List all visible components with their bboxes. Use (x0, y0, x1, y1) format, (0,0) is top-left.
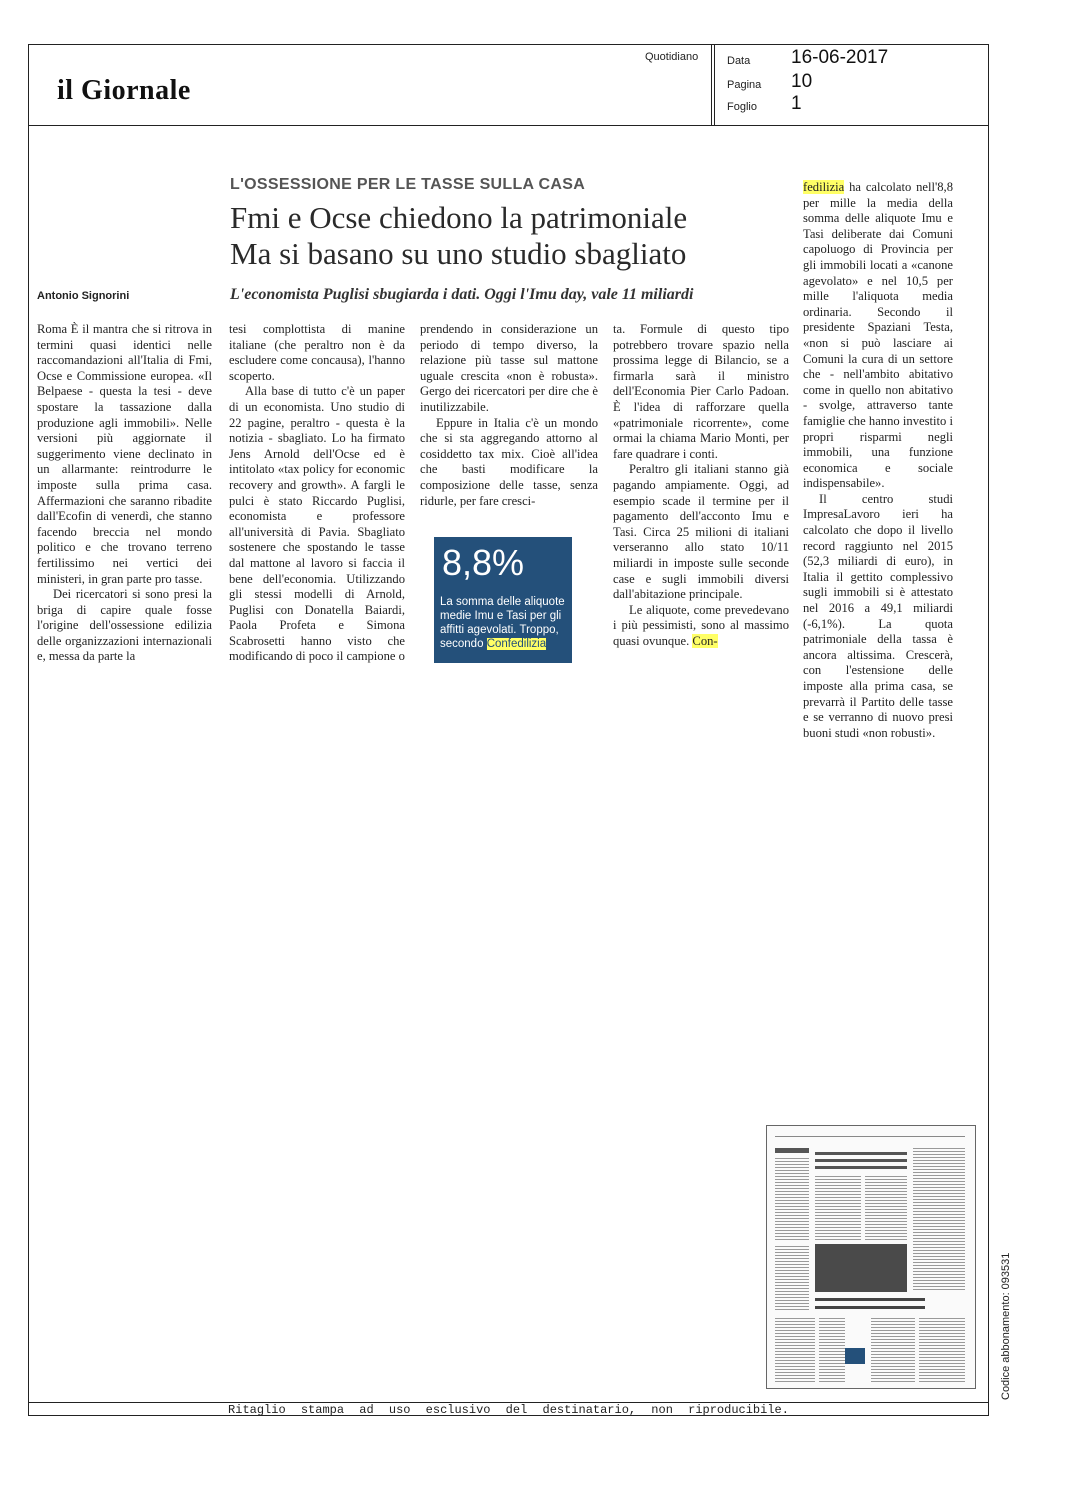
paragraph: prendendo in considerazione un periodo di tempo diverso, la relazione più tasse sul mattone uguale crescita «non è robusta». Gergo dei ricercatori per dire che è inutilizzabile. (420, 322, 598, 414)
footer-disclaimer: Ritaglio stampa ad uso esclusivo del destinatario, non riproducibile. (28, 1402, 989, 1417)
thumb-headline (815, 1159, 907, 1162)
article-column-2 (229, 322, 405, 665)
headline-line-2: Ma si basano su uno studio sbagliato (230, 236, 687, 271)
subscription-code: Codice abbonamento: 093531 (1000, 1252, 1012, 1400)
data-value: 16-06-2017 (791, 47, 889, 68)
thumb-text (865, 1176, 907, 1242)
thumb-text (815, 1176, 861, 1242)
thumb-photo (815, 1244, 907, 1292)
thumb-text (819, 1318, 845, 1382)
thumb-text (913, 1148, 965, 1242)
pagina-label: Pagina (727, 79, 762, 91)
paragraph: Alla base di tutto c'è un paper di un economista. Uno studio di 22 pagine, peraltro - questa è la notizia - sbagliato. Lo ha firmato Jens Arnold dell'Ocse ed è intitolato «tax policy for economic recovery and growth». A fargli le pulci è stato Riccardo Puglisi, economista e professore all'università di Pavia. Sbagliato sostenere che spostando le tasse dal mattone al lavoro si faccia il bene dell'economia. Utilizzando gli stessi modelli di Arnold, Puglisi con Donatella Baiardi, Paola Profeta e Simona Scabrosetti hanno visto che modificando di poco il campione o (229, 384, 405, 664)
publication-type: Quotidiano (645, 51, 699, 63)
paragraph: Eppure in Italia c'è un mondo che si sta aggregando attorno al cosiddetto tax mix. Cioè all'idea che basti modificare la composizione delle tasse, senza ridurle, per fare cresci- (420, 415, 598, 508)
data-label: Data (727, 55, 751, 67)
paragraph-text: ha calcolato nell'8,8 per mille la media della somma delle aliquote Imu e Tasi deliberate dai Comuni capoluogo di Provincia per gli immobili locati a «canone agevolato» e nel 10,5 per mille l'aliquota media ordinaria. Secondo il presidente Spaziani Testa, «non si può lasciare ai Comuni la cura di un settore che - nell'ambito abitativo come in quello non abitativo - svolge, attraverso tante famiglie che hanno investito i propri risparmi negli immobili, una funzione economica e sociale indispensabile». (803, 180, 953, 491)
thumb-text (913, 1244, 965, 1292)
thumb-headline (815, 1152, 907, 1155)
highlighted-word: Con- (692, 633, 718, 648)
stat-box (434, 537, 572, 663)
thumb-text (775, 1158, 809, 1242)
header-divider (711, 45, 712, 125)
header-divider (714, 45, 715, 125)
page-thumbnail (766, 1125, 976, 1389)
paragraph: tesi complottista di manine italiane (che peraltro non è da escludere come concausa), l'hanno scoperto. (229, 322, 405, 383)
paragraph: Il centro studi ImpresaLavoro ieri ha calcolato che dopo il livello record raggiunto nel 2015 (52,3 miliardi di euro), in Italia il gettito complessivo sugli immobili si è attestato nel 2016 a 49,1 miliardi (-6,1%). La quota patrimoniale della tassa è ancora altissima. Crescerà, con l'estensione delle imposte alla prima casa, se prevarrà il Partito delle tasse e se verranno di nuovo presi buoni studi «non robusti». (803, 491, 953, 740)
paragraph (613, 603, 789, 650)
thumb-text (871, 1318, 915, 1382)
paragraph: Peraltro gli italiani stanno già pagando ampiamente. Oggi, ad esempio scade il termine per il pagamento dell'acconto Imu e Tasi. Circa 25 milioni di italiani verseranno allo stato 10/11 miliardi in imposte sulle seconde case e sugli immobili diversi dall'abitazione principale. (613, 462, 789, 602)
article-column-1 (37, 322, 212, 665)
foglio-label: Foglio (727, 101, 757, 113)
stat-highlight: Confedilizia (486, 638, 547, 650)
thumb-text (775, 1246, 809, 1310)
highlighted-word: fedilizia (803, 180, 845, 194)
thumb-headline (815, 1166, 907, 1169)
thumb-statbox (845, 1348, 865, 1364)
thumb-headline (815, 1298, 925, 1301)
thumb-block (775, 1148, 809, 1153)
paragraph: Roma È il mantra che si ritrova in termini quasi identici nelle raccomandazioni all'Italia di Fmi, Ocse e Commissione europea. «Il Belpaese - questa la tesi - deve spostare la tassazione dalla produzione agli immobili». Nelle versioni più aggiornate il suggerimento viene declinato in un allarmante: reintrodurre le imposte sulla prima casa. Affermazioni che saranno ribadite dall'Ecofin di venerdì, che stanno facendo breccia nel mondo politico e che trovano terreno fertilissimo nei vertici dei ministeri, in gran parte pro tasse. (37, 322, 212, 586)
paragraph-text: Le aliquote, come prevedevano i più pessimisti, sono al massimo quasi ovunque. (613, 602, 789, 648)
thumb-text (919, 1318, 965, 1382)
thumb-headline (815, 1306, 925, 1309)
stat-caption-text: La somma delle aliquote medie Imu e Tasi per gli affitti agevolati. Troppo, secondo (440, 596, 565, 650)
paragraph: Dei ricercatori si sono presi la briga di capire quale fosse l'origine dell'ossessione edilizia delle organizzazioni internazionali e, messa da parte la (37, 587, 212, 664)
stat-value: 8,8% (442, 542, 525, 583)
stat-caption (440, 595, 566, 651)
thumb-text (775, 1318, 815, 1382)
header-frame (28, 44, 989, 126)
article-kicker: L'OSSESSIONE PER LE TASSE SULLA CASA (230, 176, 586, 193)
paragraph: ta. Formule di questo tipo potrebbero trovare spazio nella prossima legge di Bilancio, se a firmarla sarà il ministro dell'Economia Pier Carlo Padoan. È l'idea di rafforzare quella «patrimoniale ricorrente», come ormai la chiama Mario Monti, per fare quadrare i conti. (613, 322, 789, 461)
article-author: Antonio Signorini (37, 290, 130, 302)
article-headline (230, 200, 790, 272)
paragraph (803, 180, 953, 492)
thumb-rule (775, 1136, 965, 1137)
article-column-5 (803, 180, 953, 741)
article-subhead: L'economista Puglisi sbugiarda i dati. Oggi l'Imu day, vale 11 miliardi (230, 286, 694, 303)
headline-line-1: Fmi e Ocse chiedono la patrimoniale (230, 200, 688, 235)
newspaper-logo: il Giornale (57, 75, 191, 106)
foglio-value: 1 (791, 93, 802, 114)
article-column-3 (420, 322, 598, 509)
article-column-4 (613, 322, 789, 649)
pagina-value: 10 (791, 71, 813, 92)
